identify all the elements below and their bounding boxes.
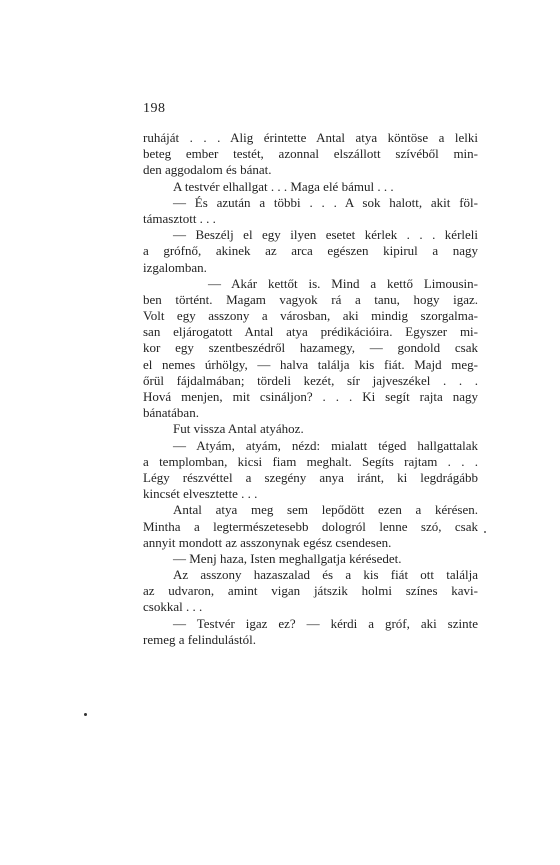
text-line: — Akár kettőt is. Mind a kettő Limousin- bbox=[208, 275, 478, 291]
text-line: den aggodalom és bánat. bbox=[143, 162, 272, 178]
text-line: őrül fájdalmában; tördeli kezét, sír jajveszékel . . . bbox=[143, 372, 478, 388]
text-line: — Atyám, atyám, nézd: mialatt téged hallgattalak bbox=[173, 437, 478, 453]
text-line: Volt egy asszony a városban, aki mindig szorgalma- bbox=[143, 308, 478, 324]
text-line: — Beszélj el egy ilyen esetet kérlek . . . kérleli bbox=[173, 227, 478, 243]
text-line: remeg a felindulástól. bbox=[143, 631, 256, 647]
text-line: beteg ember testét, azonnal elszállott szívéből min- bbox=[143, 146, 478, 162]
text-line: csokkal . . . bbox=[143, 599, 203, 615]
text-line: — És azután a többi . . . A sok halott, akit föl- bbox=[173, 194, 478, 210]
text-line: ruháját . . . Alig érintette Antal atya köntöse a lelki bbox=[143, 130, 478, 145]
text-line: — Testvér igaz ez? — kérdi a gróf, aki szinte bbox=[173, 615, 478, 631]
text-line: Mintha a legtermészetesebb dologról lenne szó, csak bbox=[143, 518, 478, 534]
text-line: támasztott . . . bbox=[143, 210, 216, 226]
text-line: Az asszony hazaszalad és a kis fiát ott találja bbox=[173, 567, 478, 583]
margin-speck bbox=[484, 531, 486, 533]
text-line: ben történt. Magam vagyok rá a tanu, hogy igaz. bbox=[143, 291, 478, 307]
text-line: a grófnő, akinek az arca egészen kipirul a nagy bbox=[143, 243, 478, 259]
text-line: kincsét elvesztette . . . bbox=[143, 486, 258, 502]
text-line: izgalomban. bbox=[143, 259, 207, 275]
text-line: Fut vissza Antal atyához. bbox=[173, 421, 304, 437]
ink-speck bbox=[84, 713, 87, 716]
text-line: annyit mondott az asszonynak egész csendesen. bbox=[143, 534, 392, 550]
text-line: kor egy szentbeszédről hazamegy, — gondold csak bbox=[143, 340, 478, 356]
page-number: 198 bbox=[143, 101, 166, 116]
text-line: a templomban, kicsi fiam meghalt. Segíts rajtam . . . bbox=[143, 453, 478, 469]
text-line: A testvér elhallgat . . . Maga elé bámul . . . bbox=[173, 178, 394, 194]
text-line: Hová menjen, mit csináljon? . . . Ki segít rajta nagy bbox=[143, 389, 478, 404]
body-text bbox=[143, 130, 478, 648]
text-line: Antal atya meg sem lepődött ezen a kérésen. bbox=[173, 502, 478, 518]
text-line: Légy részvéttel a szegény anya iránt, ki legdrágább bbox=[143, 469, 478, 485]
text-line: — Menj haza, Isten meghallgatja kérésedet. bbox=[173, 550, 402, 566]
text-line: bánatában. bbox=[143, 405, 199, 421]
text-line: san eljárogatott Antal atya prédikációira. Egyszer mi- bbox=[143, 324, 478, 340]
text-line: el nemes úrhölgy, — halva találja kis fiát. Majd meg- bbox=[143, 356, 478, 372]
text-line: az udvaron, amint vigan játszik holmi színes kavi- bbox=[143, 583, 478, 599]
